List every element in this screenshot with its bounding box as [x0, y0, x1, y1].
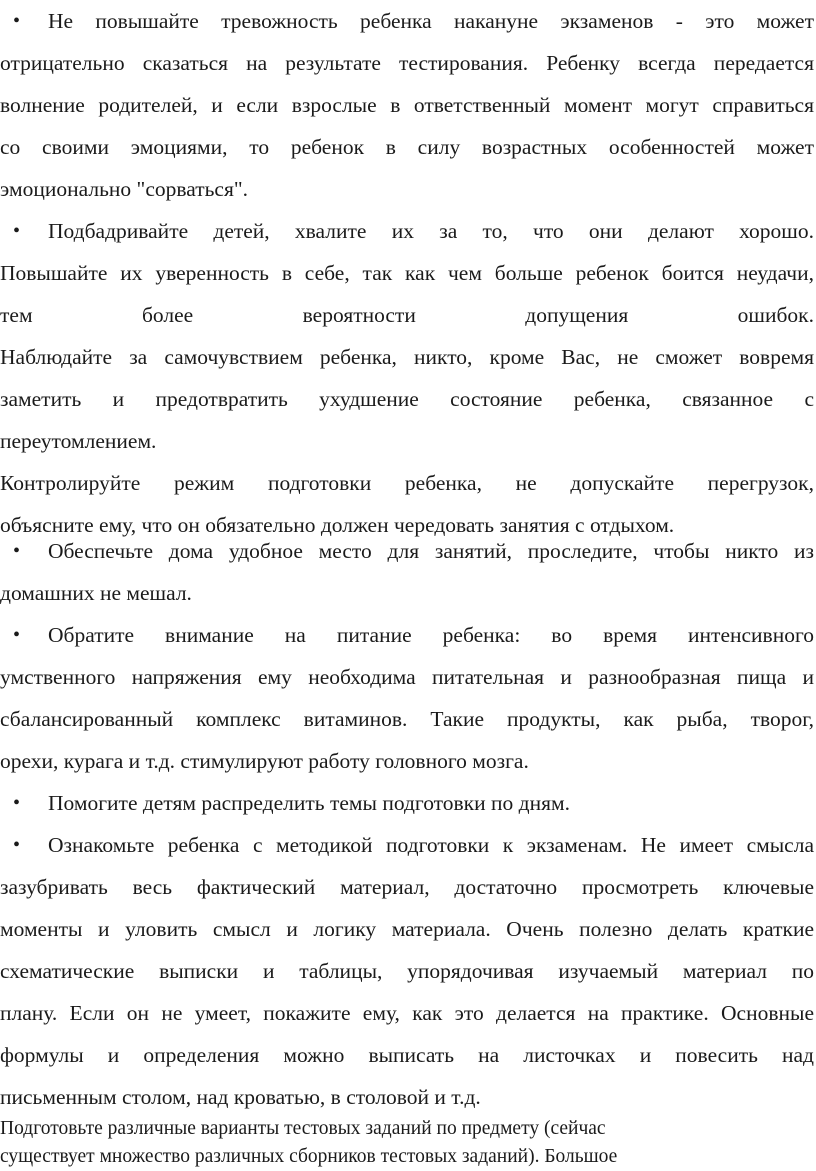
- text-line: сбалансированный комплекс витаминов. Такие продукты, как рыба, творог,: [0, 707, 814, 731]
- text-line: умственного напряжения ему необходима питательная и разнообразная пища и: [0, 665, 814, 689]
- text-line: Наблюдайте за самочувствием ребенка, никто, кроме Вас, не сможет вовремя: [0, 345, 814, 369]
- text-line: существует множество различных сборников тестовых заданий). Большое: [0, 1146, 618, 1167]
- text-line: Ознакомьте ребенка с методикой подготовки к экзаменам. Не имеет смысла: [48, 833, 814, 857]
- text-line: Повышайте их уверенность в себе, так как чем больше ребенок боится неудачи,: [0, 261, 814, 285]
- text-line: Не повышайте тревожность ребенка накануне экзаменов - это может: [48, 9, 814, 33]
- bullet-icon: •: [13, 540, 21, 562]
- text-line: Подготовьте различные варианты тестовых заданий по предмету (сейчас: [0, 1118, 606, 1139]
- text-line: тем более вероятности допущения ошибок.: [0, 303, 814, 327]
- text-line: Помогите детям распределить темы подготовки по дням.: [48, 791, 570, 815]
- text-line: со своими эмоциями, то ребенок в силу возрастных особенностей может: [0, 135, 814, 159]
- text-line: схематические выписки и таблицы, упорядочивая изучаемый материал по: [0, 959, 814, 983]
- text-line: орехи, курага и т.д. стимулируют работу головного мозга.: [0, 749, 529, 773]
- text-line: отрицательно сказаться на результате тестирования. Ребенку всегда передается: [0, 51, 814, 75]
- text-line: Подбадривайте детей, хвалите их за то, что они делают хорошо.: [48, 219, 814, 243]
- bullet-icon: •: [13, 792, 21, 814]
- text-line: моменты и уловить смысл и логику материала. Очень полезно делать краткие: [0, 917, 814, 941]
- text-line: переутомлением.: [0, 429, 157, 453]
- text-line: эмоционально "сорваться".: [0, 177, 249, 201]
- text-line: домашних не мешал.: [0, 581, 192, 605]
- text-line: заметить и предотвратить ухудшение состояние ребенка, связанное с: [0, 387, 814, 411]
- bullet-icon: •: [13, 10, 21, 32]
- text-line: Обратите внимание на питание ребенка: во время интенсивного: [48, 623, 814, 647]
- bullet-icon: •: [13, 834, 21, 856]
- text-line: зазубривать весь фактический материал, достаточно просмотреть ключевые: [0, 875, 814, 899]
- text-line: Контролируйте режим подготовки ребенка, не допускайте перегрузок,: [0, 471, 814, 495]
- bullet-icon: •: [13, 220, 21, 242]
- text-line: формулы и определения можно выписать на листочках и повесить над: [0, 1043, 814, 1067]
- bullet-icon: •: [13, 624, 21, 646]
- text-line: плану. Если он не умеет, покажите ему, как это делается на практике. Основные: [0, 1001, 814, 1025]
- text-line: Обеспечьте дома удобное место для занятий, проследите, чтобы никто из: [48, 539, 814, 563]
- text-line: объясните ему, что он обязательно должен чередовать занятия с отдыхом.: [0, 513, 675, 537]
- text-line: письменным столом, над кроватью, в столовой и т.д.: [0, 1085, 481, 1109]
- text-line: волнение родителей, и если взрослые в ответственный момент могут справиться: [0, 93, 814, 117]
